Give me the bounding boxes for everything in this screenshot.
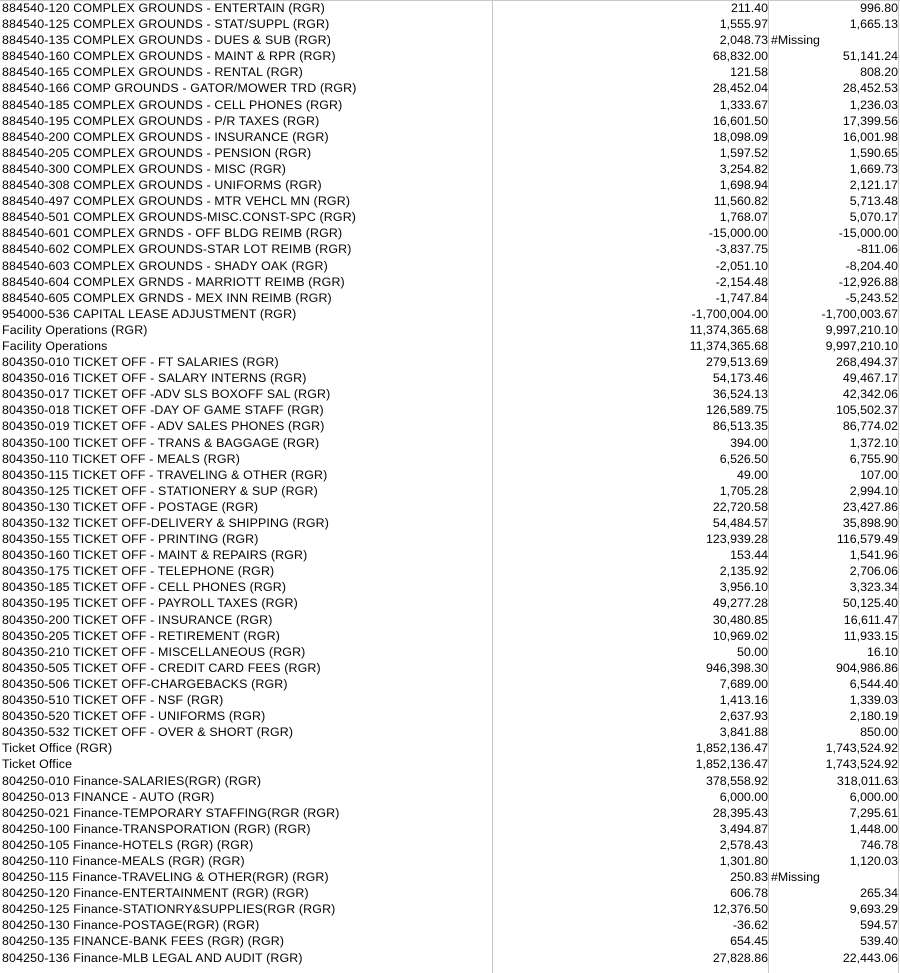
row-label-cell[interactable]: 804350-175 TICKET OFF - TELEPHONE (RGR) [2,564,275,579]
row-label-cell[interactable]: 804250-010 Finance-SALARIES(RGR) (RGR) [2,773,262,788]
value-col-1-cell[interactable]: 1,852,136.47 [695,741,768,756]
value-col-1-cell[interactable]: 2,637.93 [719,709,768,724]
value-col-1-cell[interactable]: 18,098.09 [712,129,768,144]
value-col-2-cell[interactable]: 86,774.02 [842,419,898,434]
value-col-1-cell[interactable]: 36,524.13 [712,387,768,402]
table-row [0,595,900,611]
row-label-cell[interactable]: 804350-510 TICKET OFF - NSF (RGR) [2,693,224,708]
value-col-1-cell[interactable]: 1,768.07 [719,210,768,225]
row-label-cell[interactable]: 804250-130 Finance-POSTAGE(RGR) (RGR) [2,918,260,933]
value-col-2-cell[interactable]: 594.57 [860,918,898,933]
value-col-1-cell[interactable]: 3,494.87 [719,821,768,836]
value-col-2-cell[interactable]: 2,994.10 [849,483,898,498]
table-row [0,322,900,338]
table-row [0,756,900,772]
table-row [0,950,900,966]
row-label-cell[interactable]: 804250-120 Finance-ENTERTAINMENT (RGR) (RGR) [2,886,309,901]
table-row [0,531,900,547]
value-col-1-cell[interactable]: 16,601.50 [712,113,768,128]
row-label-cell[interactable]: 804250-100 Finance-TRANSPORATION (RGR) (RGR) [2,821,311,836]
row-label-cell[interactable]: 884540-200 COMPLEX GROUNDS - INSURANCE (RGR) [2,129,329,144]
table-row [0,821,900,837]
table-row [0,563,900,579]
value-col-1-cell[interactable]: 86,513.35 [712,419,768,434]
table-row [0,145,900,161]
table-row [0,306,900,322]
row-label-cell[interactable]: 804250-105 Finance-HOTELS (RGR) (RGR) [2,837,254,852]
value-col-2-cell[interactable]: 1,743,524.92 [825,741,898,756]
table-row [0,370,900,386]
value-col-2-cell[interactable]: -15,000.00 [838,226,898,241]
value-col-1-cell[interactable]: 1,852,136.47 [695,757,768,772]
value-col-2-cell[interactable]: 5,070.17 [849,210,898,225]
row-label-cell[interactable]: 884540-308 COMPLEX GROUNDS - UNIFORMS (RGR) [2,178,322,193]
table-row [0,435,900,451]
value-col-2-cell[interactable]: 1,236.03 [849,97,898,112]
table-row [0,386,900,402]
table-row [0,483,900,499]
value-col-1-cell[interactable]: 28,395.43 [712,805,768,820]
value-col-2-cell[interactable]: 16,611.47 [843,612,898,627]
value-col-2-cell[interactable]: 539.40 [860,934,898,949]
table-row [0,161,900,177]
row-label-cell[interactable]: 884540-166 COMP GROUNDS - GATOR/MOWER TRD (RGR) [2,81,357,96]
table-row [0,274,900,290]
table-row [0,692,900,708]
row-label-cell[interactable]: 954000-536 CAPITAL LEASE ADJUSTMENT (RGR) [2,306,297,321]
value-col-2-cell[interactable]: -5,243.52 [845,290,898,305]
table-row [0,499,900,515]
value-col-2-cell[interactable]: 6,000.00 [849,789,898,804]
value-col-1-cell[interactable]: 2,048.73 [719,33,768,48]
value-col-1-cell[interactable]: 11,374,365.68 [689,322,768,337]
value-col-1-cell[interactable]: 1,705.28 [719,483,768,498]
value-col-1-cell[interactable]: 1,413.16 [719,693,768,708]
row-label-cell[interactable]: 884540-160 COMPLEX GROUNDS - MAINT & RPR (RGR) [2,49,336,64]
row-label-cell[interactable]: 804350-520 TICKET OFF - UNIFORMS (RGR) [2,709,266,724]
value-col-2-cell[interactable]: 9,997,210.10 [825,322,898,337]
table-row [0,354,900,370]
value-col-2-cell[interactable]: 850.00 [860,725,898,740]
row-label-cell[interactable]: 804350-132 TICKET OFF-DELIVERY & SHIPPING (RGR) [2,516,330,530]
row-label-cell[interactable]: 804350-017 TICKET OFF -ADV SLS BOXOFF SAL (RGR) [2,387,331,402]
value-col-2-cell[interactable]: 268,494.37 [835,355,898,370]
table-row [0,64,900,80]
table-row [0,901,900,917]
value-col-1-cell[interactable]: -1,747.84 [715,290,768,305]
value-col-2-cell[interactable]: 1,669.73 [849,161,898,176]
table-row [0,724,900,740]
value-col-2-cell[interactable]: 1,541.96 [849,548,898,563]
table-row [0,869,900,885]
value-col-2-cell[interactable]: 9,693.29 [849,902,898,917]
value-col-1-cell[interactable]: 6,526.50 [719,451,768,466]
row-label-cell[interactable]: 804350-210 TICKET OFF - MISCELLANEOUS (RGR) [2,644,306,659]
row-label-cell[interactable]: 804350-160 TICKET OFF - MAINT & REPAIRS (RGR) [2,548,308,563]
table-row [0,579,900,595]
table-row [0,338,900,354]
table-row [0,193,900,209]
value-col-2-cell[interactable]: -12,926.88 [838,274,898,289]
value-col-1-cell[interactable]: 279,513.69 [705,355,768,370]
row-label-cell[interactable]: 804250-115 Finance-TRAVELING & OTHER(RGR) (RGR) [2,870,329,885]
table-row [0,418,900,434]
value-col-2-cell[interactable]: 3,323.34 [849,580,898,595]
row-label-cell[interactable]: 804250-110 Finance-MEALS (RGR) (RGR) [2,853,245,868]
table-row [0,113,900,129]
row-label-cell[interactable]: 804350-205 TICKET OFF - RETIREMENT (RGR) [2,628,280,643]
value-col-1-cell[interactable]: -2,051.10 [715,258,768,273]
row-label-cell[interactable]: 884540-165 COMPLEX GROUNDS - RENTAL (RGR) [2,65,303,80]
row-label-cell[interactable]: 804350-016 TICKET OFF - SALARY INTERNS (RGR) [2,371,307,386]
value-col-2-cell[interactable]: 11,933.15 [843,628,898,643]
value-col-2-cell[interactable]: 9,997,210.10 [825,338,898,353]
value-col-1-cell[interactable]: 1,333.67 [719,97,768,112]
value-col-2-cell[interactable]: 50,125.40 [842,596,898,611]
value-col-1-cell[interactable]: -2,154.48 [715,274,768,289]
value-col-1-cell[interactable]: -36.62 [732,918,768,933]
row-label-cell[interactable]: 804350-100 TICKET OFF - TRANS & BAGGAGE (RGR) [2,435,320,450]
row-label-cell[interactable]: 804350-110 TICKET OFF - MEALS (RGR) [2,451,240,466]
value-col-2-cell[interactable]: 1,743,524.92 [825,757,898,772]
table-row [0,676,900,692]
value-col-2-cell[interactable]: 6,755.90 [849,451,898,466]
table-row [0,0,900,16]
value-col-2-cell[interactable]: 105,502.37 [835,403,898,418]
table-row [0,547,900,563]
value-col-1-cell[interactable]: 22,720.58 [712,499,768,514]
value-col-1-cell[interactable]: 54,173.46 [712,371,768,386]
value-col-1-cell[interactable]: 1,597.52 [719,145,768,160]
row-label-cell[interactable]: 804350-010 TICKET OFF - FT SALARIES (RGR) [2,355,279,370]
table-row [0,612,900,628]
value-col-2-cell[interactable]: 1,665.13 [849,17,898,32]
value-col-2-cell[interactable]: 265.34 [860,886,898,901]
table-row [0,644,900,660]
table-row [0,402,900,418]
value-col-2-cell[interactable]: 116,579.49 [836,532,898,547]
value-col-1-cell[interactable]: 27,828.86 [712,950,768,965]
value-col-1-cell[interactable]: 394.00 [730,435,768,450]
value-col-1-cell[interactable]: 606.78 [730,886,768,901]
value-col-1-cell[interactable]: 3,956.10 [719,580,768,595]
value-col-2-cell[interactable]: 16,001.98 [842,129,898,144]
value-col-1-cell[interactable]: 211.40 [731,1,768,15]
row-label-cell[interactable]: 884540-497 COMPLEX GROUNDS - MTR VEHCL MN (RGR) [2,194,351,209]
value-col-1-cell[interactable]: 123,939.28 [705,532,768,547]
value-col-1-cell[interactable]: 28,452.04 [712,81,768,96]
value-col-2-cell[interactable]: -8,204.40 [845,258,898,273]
table-row [0,467,900,483]
value-col-1-cell[interactable]: 946,398.30 [705,660,768,675]
value-col-2-cell[interactable]: 2,706.06 [849,564,898,579]
value-col-2-cell[interactable]: 996.80 [860,1,898,15]
value-col-1-cell[interactable]: -1,700,004.00 [691,306,768,321]
value-col-2-cell[interactable]: 16.10 [866,644,898,659]
table-row [0,129,900,145]
value-col-2-cell[interactable]: #Missing [771,870,820,885]
value-col-2-cell[interactable]: 49,467.17 [842,371,898,386]
table-row [0,773,900,789]
value-col-2-cell[interactable]: 808.20 [860,65,898,80]
table-row [0,258,900,274]
value-col-2-cell[interactable]: 35,898.90 [842,516,898,530]
value-col-1-cell[interactable]: 10,969.02 [712,628,768,643]
value-col-1-cell[interactable]: 121.58 [730,65,768,80]
value-col-1-cell[interactable]: 3,841.88 [719,725,768,740]
value-col-2-cell[interactable]: 2,180.19 [849,709,898,724]
table-row [0,789,900,805]
row-label-cell[interactable]: 884540-501 COMPLEX GROUNDS-MISC.CONST-SPC (RGR) [2,210,357,225]
table-row [0,290,900,306]
table-row [0,97,900,113]
row-label-cell[interactable]: 884540-604 COMPLEX GRNDS - MARRIOTT REIMB (RGR) [2,274,345,289]
row-label-cell[interactable]: 804350-506 TICKET OFF-CHARGEBACKS (RGR) [2,676,288,691]
row-label-cell[interactable]: 884540-300 COMPLEX GROUNDS - MISC (RGR) [2,161,287,176]
value-col-2-cell[interactable]: 7,295.61 [849,805,898,820]
value-col-1-cell[interactable]: -15,000.00 [708,226,768,241]
value-col-1-cell[interactable]: 2,578.43 [719,837,768,852]
table-row [0,837,900,853]
table-row [0,241,900,257]
row-label-cell[interactable]: 804250-125 Finance-STATIONRY&SUPPLIES(RGR (RGR) [2,902,336,917]
row-label-cell[interactable]: 884540-185 COMPLEX GROUNDS - CELL PHONES (RGR) [2,97,343,112]
value-col-2-cell[interactable]: 17,399.56 [842,113,898,128]
row-label-cell[interactable]: 804350-532 TICKET OFF - OVER & SHORT (RGR) [2,725,294,740]
value-col-1-cell[interactable]: 1,555.97 [719,17,768,32]
row-label-cell[interactable]: 804350-115 TICKET OFF - TRAVELING & OTHER (RGR) [2,467,328,482]
table-row [0,805,900,821]
value-col-1-cell[interactable]: 54,484.57 [712,516,768,530]
value-col-1-cell[interactable]: 378,558.92 [705,773,768,788]
row-label-cell[interactable]: 884540-120 COMPLEX GROUNDS - ENTERTAIN (RGR) [2,1,325,15]
value-col-2-cell[interactable]: 51,141.24 [842,49,898,64]
value-col-1-cell[interactable]: 6,000.00 [719,789,768,804]
value-col-2-cell[interactable]: 746.78 [860,837,898,852]
table-row [0,515,900,531]
row-label-cell[interactable]: 804250-135 FINANCE-BANK FEES (RGR) (RGR) [2,934,285,949]
value-col-2-cell[interactable]: 318,011.63 [836,773,898,788]
value-col-2-cell[interactable]: 2,121.17 [849,178,898,193]
row-label-cell[interactable]: 804350-155 TICKET OFF - PRINTING (RGR) [2,532,259,547]
table-row [0,917,900,933]
value-col-2-cell[interactable]: 6,544.40 [849,676,898,691]
value-col-1-cell[interactable]: 153.44 [730,548,768,563]
value-col-2-cell[interactable]: -1,700,003.67 [821,306,898,321]
value-col-2-cell[interactable]: 1,120.03 [849,853,898,868]
table-row [0,933,900,949]
value-col-1-cell[interactable]: 1,301.80 [719,853,768,868]
row-label-cell[interactable]: 884540-125 COMPLEX GROUNDS - STAT/SUPPL (RGR) [2,17,330,32]
value-col-1-cell[interactable]: 30,480.85 [712,612,768,627]
table-row [0,80,900,96]
value-col-2-cell[interactable]: 28,452.53 [842,81,898,96]
value-col-1-cell[interactable]: 49.00 [736,467,768,482]
value-col-2-cell[interactable]: 5,713.48 [849,194,898,209]
row-label-cell[interactable]: 804350-505 TICKET OFF - CREDIT CARD FEES (RGR) [2,660,321,675]
value-col-1-cell[interactable]: 12,376.50 [712,902,768,917]
table-row [0,48,900,64]
row-label-cell[interactable]: 884540-605 COMPLEX GRNDS - MEX INN REIMB (RGR) [2,290,332,305]
value-col-1-cell[interactable]: 49,277.28 [712,596,768,611]
value-col-2-cell[interactable]: 23,427.86 [842,499,898,514]
row-label-cell[interactable]: 804250-136 Finance-MLB LEGAL AND AUDIT (RGR) [2,950,303,965]
table-row [0,885,900,901]
table-row [0,853,900,869]
value-col-2-cell[interactable]: 904,986.86 [835,660,898,675]
table-row [0,708,900,724]
row-label-cell[interactable]: 804350-200 TICKET OFF - INSURANCE (RGR) [2,612,273,627]
table-row [0,660,900,676]
row-label-cell[interactable]: 804350-185 TICKET OFF - CELL PHONES (RGR) [2,580,287,595]
row-label-cell[interactable]: 884540-601 COMPLEX GRNDS - OFF BLDG REIMB (RGR) [2,226,343,241]
value-col-2-cell[interactable]: 1,448.00 [849,821,898,836]
row-label-cell[interactable]: 804350-018 TICKET OFF -DAY OF GAME STAFF (RGR) [2,403,324,418]
row-label-cell[interactable]: 884540-205 COMPLEX GROUNDS - PENSION (RGR) [2,145,312,160]
row-label-cell[interactable]: 804350-130 TICKET OFF - POSTAGE (RGR) [2,499,259,514]
value-col-2-cell[interactable]: 1,372.10 [849,435,898,450]
value-col-1-cell[interactable]: 126,589.75 [705,403,768,418]
value-col-1-cell[interactable]: 654.45 [730,934,768,949]
value-col-2-cell[interactable]: 1,590.65 [849,145,898,160]
table-row [0,16,900,32]
row-label-cell[interactable]: 804350-125 TICKET OFF - STATIONERY & SUP (RGR) [2,483,318,498]
value-col-2-cell[interactable]: 42,342.06 [842,387,898,402]
row-label-cell[interactable]: Facility Operations [2,338,108,353]
table-row [0,32,900,48]
row-label-cell[interactable]: 884540-195 COMPLEX GROUNDS - P/R TAXES (RGR) [2,113,320,128]
value-col-2-cell[interactable]: -811.06 [856,242,898,257]
row-label-cell[interactable]: 804250-021 Finance-TEMPORARY STAFFING(RGR (RGR) [2,805,340,820]
value-col-2-cell[interactable]: 107.00 [860,467,898,482]
value-col-1-cell[interactable]: 11,560.82 [713,194,768,209]
value-col-1-cell[interactable]: 2,135.92 [719,564,768,579]
value-col-1-cell[interactable]: -3,837.75 [715,242,768,257]
row-label-cell[interactable]: 884540-603 COMPLEX GROUNDS - SHADY OAK (RGR) [2,258,328,273]
table-row [0,177,900,193]
value-col-1-cell[interactable]: 3,254.82 [719,161,768,176]
value-col-2-cell[interactable]: 1,339.03 [849,693,898,708]
row-label-cell[interactable]: Facility Operations (RGR) [2,322,148,337]
value-col-2-cell[interactable]: 22,443.06 [842,950,898,965]
table-row [0,628,900,644]
row-label-cell[interactable]: 884540-135 COMPLEX GROUNDS - DUES & SUB (RGR) [2,33,331,48]
row-label-cell[interactable]: Ticket Office [2,757,73,772]
row-label-cell[interactable]: 804250-013 FINANCE - AUTO (RGR) [2,789,215,804]
row-label-cell[interactable]: Ticket Office (RGR) [2,741,113,756]
value-col-1-cell[interactable]: 68,832.00 [712,49,768,64]
row-label-cell[interactable]: 884540-602 COMPLEX GROUNDS-STAR LOT REIMB (RGR) [2,242,352,257]
row-label-cell[interactable]: 804350-195 TICKET OFF - PAYROLL TAXES (RGR) [2,596,298,611]
table-row [0,740,900,756]
value-col-1-cell[interactable]: 11,374,365.68 [689,338,768,353]
value-col-1-cell[interactable]: 50.00 [736,644,768,659]
table-row [0,451,900,467]
value-col-1-cell[interactable]: 250.83 [730,870,768,885]
value-col-1-cell[interactable]: 7,689.00 [719,676,768,691]
table-row [0,225,900,241]
table-row [0,209,900,225]
value-col-2-cell[interactable]: #Missing [771,33,820,48]
value-col-1-cell[interactable]: 1,698.94 [719,178,768,193]
row-label-cell[interactable]: 804350-019 TICKET OFF - ADV SALES PHONES (RGR) [2,419,325,434]
